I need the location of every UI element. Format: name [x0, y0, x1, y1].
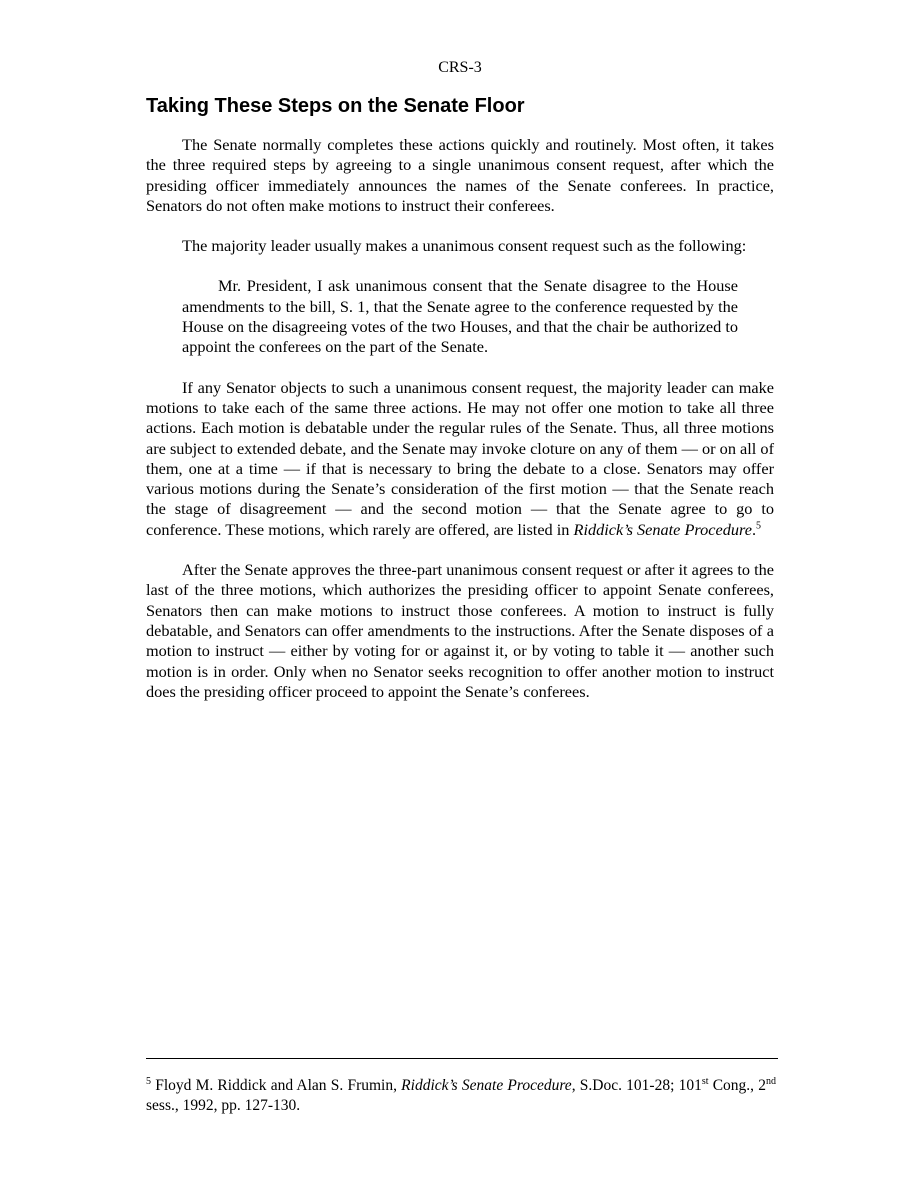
footnote-text-a: Floyd M. Riddick and Alan S. Frumin, — [151, 1077, 402, 1094]
book-title: Riddick’s Senate Procedure — [573, 519, 752, 539]
paragraph-3 — [146, 378, 774, 540]
paragraph-3-period: . — [751, 519, 757, 539]
document-body — [146, 94, 774, 722]
footnote-number: 5 — [146, 1075, 151, 1087]
section-heading: Taking These Steps on the Senate Floor — [146, 95, 525, 117]
footnote-reference[interactable]: 5 — [756, 520, 762, 532]
consent-request-quote: Mr. President, I ask unanimous consent that the Senate disagree to the House amendments to the bill, S. 1, that the Senate agree to the conference requested by the House on the disagreeing votes of the two Houses, and that the chair be authorized to appoint the conferees on the part of the Senate. — [182, 276, 738, 357]
paragraph-4: After the Senate approves the three-part unanimous consent request or after it agrees to the last of the three motions, which authorizes the presiding officer to appoint Senate conferees, Senators then can make motions to instruct those conferees. A motion to instruct is fully debatable, and Senators can offer amendments to the instructions. After the Senate disposes of a motion to instruct — either by voting for or against it, or by voting to table it — another such motion is in order. Only when no Senator seeks recognition to offer another motion to instruct does the presiding officer proceed to appoint the Senate’s conferees. — [146, 560, 774, 701]
page-number: CRS-3 — [438, 59, 482, 76]
footnote-text-c: Cong., 2 — [708, 1077, 766, 1094]
footnote-divider — [146, 1058, 778, 1059]
footnote-text-d: sess., 1992, pp. 127-130. — [146, 1097, 301, 1114]
footnote-sup-nd: nd — [766, 1075, 776, 1087]
paragraph-2: The majority leader usually makes a unanimous consent request such as the following: — [182, 236, 747, 256]
paragraph-3-text: If any Senator objects to such a unanimous consent request, the majority leader can make motions to take each of the same three actions. He may not offer one motion to take all three actions. Each motion is debatable under the regular rules of the Senate. Thus, all three motions are subject to extended debate, and the Senate may invoke cloture on any of them — or on all of them, one at a time — if that is necessary to bring the debate to a close. Senators may offer various motions during the Senate’s consideration of the first motion — that the Senate reach the stage of disagreement — and the second motion — that the Senate agree to go to conference. These motions, which rarely are offered, are listed in — [146, 377, 774, 539]
footnote-sup-st: st — [701, 1075, 709, 1087]
footnote-text-b: , S.Doc. 101-28; 101 — [571, 1077, 702, 1094]
footnote — [146, 1076, 776, 1116]
paragraph-1: The Senate normally completes these actions quickly and routinely. Most often, it takes the three required steps by agreeing to a single unanimous consent request, after which the presiding officer immediately announces the names of the Senate conferees. In practice, Senators do not often make motions to instruct their conferees. — [146, 135, 774, 215]
footnote-book-title: Riddick’s Senate Procedure — [401, 1077, 572, 1094]
